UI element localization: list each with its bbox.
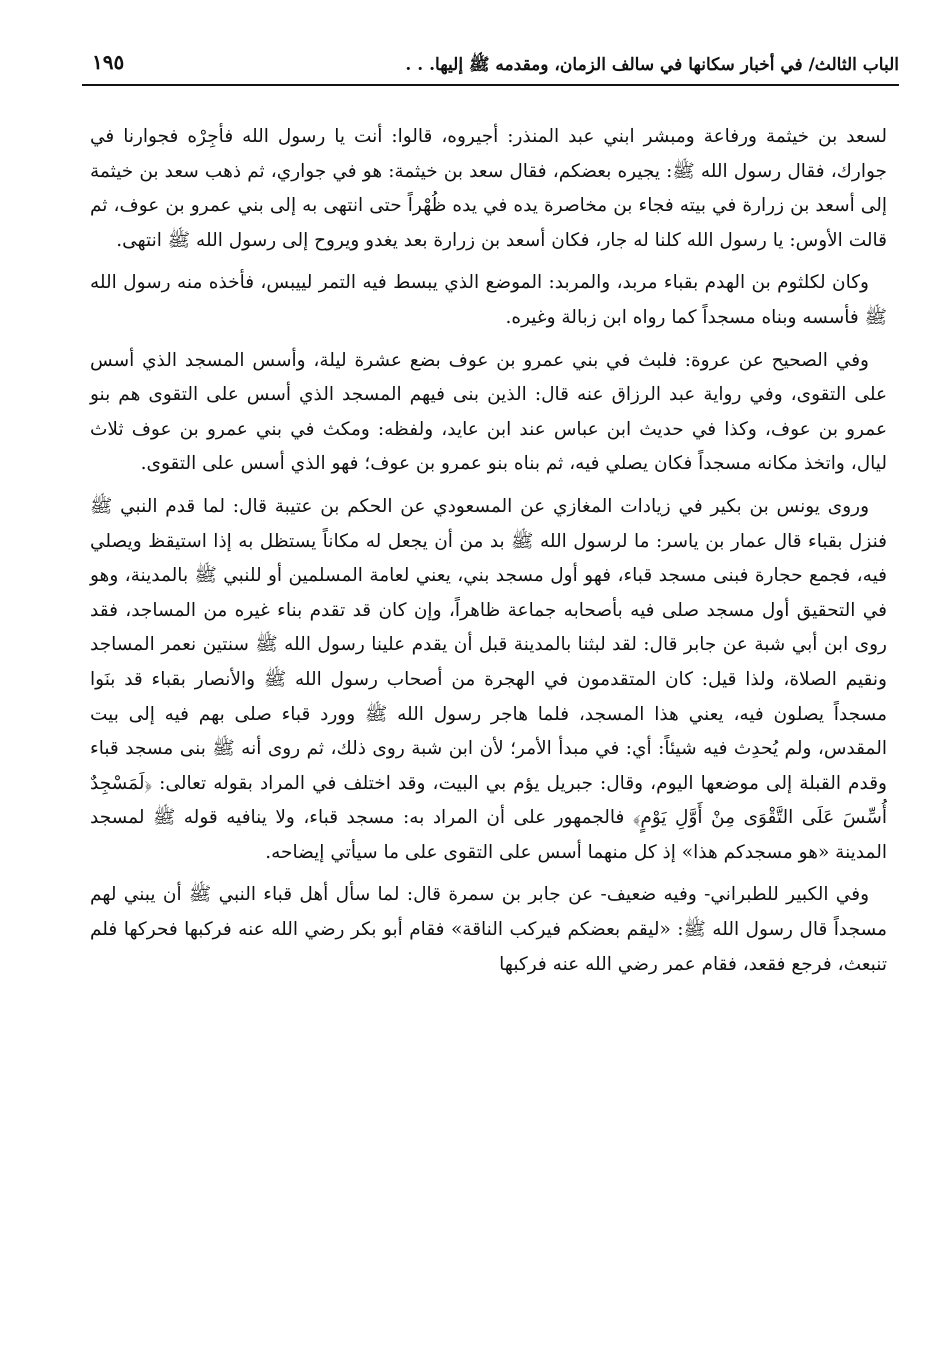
chapter-title: الباب الثالث/ في أخبار سكانها في سالف الزمان، ومقدمه ﷺ إليها. . . (405, 55, 899, 75)
body-text (90, 120, 887, 990)
running-header (82, 44, 899, 86)
paragraph: وروى يونس بن بكير في زيادات المغازي عن المسعودي عن الحكم بن عتيبة قال: لما قدم النبي ﷺ فنزل بقباء قال عمار بن ياسر: ما لرسول الله ﷺ بد من أن يجعل له مكاناً يستظل به إذا استيقظ ويصلي فيه، فجمع حجارة فبنى مسجد قباء، فهو أول مسجد بني، يعني لعامة المسلمين أو للنبي ﷺ بالمدينة، وهو في التحقيق أول مسجد صلى فيه بأصحابه جماعة ظاهراً، وإن كان قد تقدم بناء غيره من المساجد، فقد روى ابن أبي شبة عن جابر قال: لقد لبثنا بالمدينة قبل أن يقدم علينا رسول الله ﷺ سنتين نعمر المساجد ونقيم الصلاة، ولذا قيل: كان المتقدمون في الهجرة من أصحاب رسول الله ﷺ والأنصار بقباء قد بنَوا مسجداً يصلون فيه، يعني هذا المسجد، فلما هاجر رسول الله ﷺ وورد قباء صلى بهم فيه إلى بيت المقدس، ولم يُحدِث فيه شيئاً: أي: في مبدأ الأمر؛ لأن ابن شبة روى ذلك، ثم روى أنه ﷺ بنى مسجد قباء وقدم القبلة إلى موضعها اليوم، وقال: جبريل يؤم بي البيت، وقد اختلف في المراد بقوله تعالى: ﴿لَمَسْجِدٌ أُسِّسَ عَلَى التَّقْوَى مِنْ أَوَّلِ يَوْمٍ﴾ فالجمهور على أن المراد به: مسجد قباء، ولا ينافيه قوله ﷺ لمسجد المدينة «هو مسجدكم هذا» إذ كل منهما أسس على التقوى على ما سيأتي إيضاحه. (90, 495, 887, 863)
paragraph: لسعد بن خيثمة ورفاعة ومبشر ابني عبد المنذر: أجيروه، قالوا: أنت يا رسول الله فأجِرْه فجوارنا في جوارك، فقال رسول الله ﷺ: يجيره بعضكم، فقال سعد بن خيثمة: هو في جواري، ثم ذهب سعد بن خيثمة إلى أسعد بن زرارة في بيته فجاء بن مخاصرة يده في يده ظُهْراً حتى انتهى به إلى بني عمرو بن عوف، ثم قالت الأوس: يا رسول الله كلنا له جار، فكان أسعد بن زرارة بعد يغدو ويروح إلى رسول الله ﷺ انتهى. (90, 126, 887, 251)
paragraph: وفي الصحيح عن عروة: فلبث في بني عمرو بن عوف بضع عشرة ليلة، وأسس المسجد الذي أسس على التقوى، وفي رواية عبد الرزاق عنه قال: الذين بنى فيهم المسجد الذي أسس على التقوى هم بنو عمرو بن عوف، وكذا في حديث ابن عباس عند ابن عايد، ولفظه: ومكث في بني عمرو بن عوف ثلاث ليال، واتخذ مكانه مسجداً فكان يصلي فيه، ثم بناه بنو عمرو بن عوف؛ فهو الذي أسس على التقوى. (90, 349, 887, 475)
paragraph: وكان لكلثوم بن الهدم بقباء مربد، والمربد: الموضع الذي يبسط فيه التمر لييبس، فأخذه منه رسول الله ﷺ فأسسه وبناه مسجداً كما رواه ابن زبالة وغيره. (90, 272, 887, 328)
page-number: ١٩٥ (92, 50, 125, 74)
paragraph: وفي الكبير للطبراني- وفيه ضعيف- عن جابر بن سمرة قال: لما سأل أهل قباء النبي ﷺ أن يبني لهم مسجداً قال رسول الله ﷺ: «ليقم بعضكم فيركب الناقة» فقام أبو بكر رضي الله عنه فركبها فحركها فلم تنبعث، فرجع فقعد، فقام عمر رضي الله عنه فركبها (90, 884, 887, 975)
